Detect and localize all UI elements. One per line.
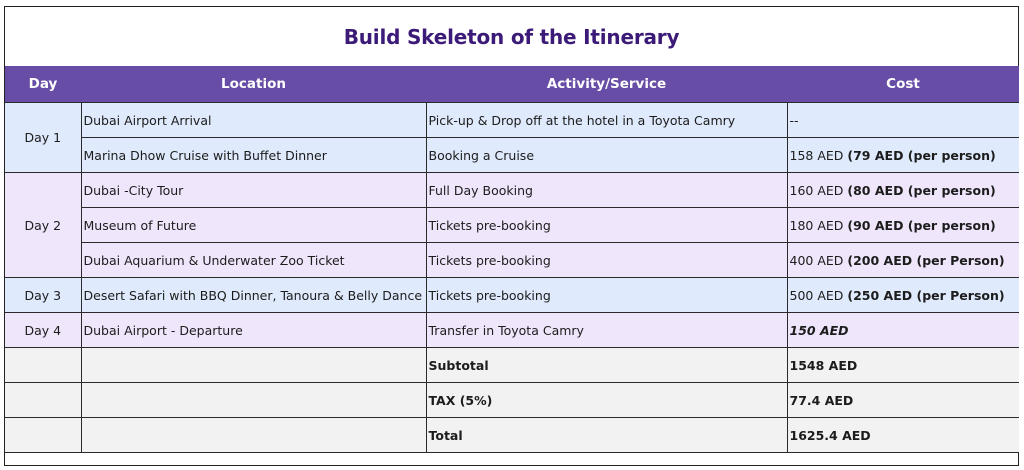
cost-cell[interactable] bbox=[787, 278, 1019, 313]
cost-cell[interactable]: 150 AED bbox=[787, 313, 1019, 348]
cost-total: 180 AED bbox=[789, 217, 848, 233]
summary-row-total bbox=[5, 418, 1019, 453]
cost-cell[interactable] bbox=[787, 243, 1019, 278]
table-row bbox=[5, 103, 1019, 138]
empty-cell[interactable] bbox=[5, 418, 81, 453]
table-row bbox=[5, 313, 1019, 348]
activity-cell[interactable]: Tickets pre-booking bbox=[426, 243, 787, 278]
day-cell[interactable]: Day 2 bbox=[5, 173, 81, 278]
empty-cell[interactable] bbox=[5, 383, 81, 418]
activity-cell[interactable]: Tickets pre-booking bbox=[426, 208, 787, 243]
summary-value[interactable]: 1548 AED bbox=[787, 348, 1019, 383]
summary-label[interactable]: TAX (5%) bbox=[426, 383, 787, 418]
empty-cell[interactable] bbox=[81, 383, 426, 418]
column-header-activity: Activity/Service bbox=[426, 66, 787, 103]
table-row bbox=[5, 138, 1019, 173]
itinerary-sheet bbox=[4, 6, 1019, 466]
summary-row-subtotal bbox=[5, 348, 1019, 383]
summary-label[interactable]: Total bbox=[426, 418, 787, 453]
activity-cell[interactable]: Pick-up & Drop off at the hotel in a Toyota Camry bbox=[426, 103, 787, 138]
cost-per-person: (200 AED (per Person) bbox=[847, 252, 1005, 268]
column-header-day: Day bbox=[5, 66, 81, 103]
location-cell[interactable]: Dubai Airport - Departure bbox=[81, 313, 426, 348]
cost-per-person: (79 AED (per person) bbox=[847, 147, 996, 163]
cost-per-person: (250 AED (per Person) bbox=[847, 287, 1005, 303]
cost-cell[interactable] bbox=[787, 173, 1019, 208]
table-header-row bbox=[5, 66, 1019, 103]
activity-cell[interactable]: Full Day Booking bbox=[426, 173, 787, 208]
cost-total: 158 AED bbox=[789, 147, 848, 163]
page-title: Build Skeleton of the Itinerary bbox=[343, 24, 680, 49]
location-cell[interactable]: Museum of Future bbox=[81, 208, 426, 243]
table-row bbox=[5, 173, 1019, 208]
summary-row-tax bbox=[5, 383, 1019, 418]
table-row bbox=[5, 243, 1019, 278]
column-header-location: Location bbox=[81, 66, 426, 103]
itinerary-table bbox=[5, 66, 1019, 453]
cost-per-person: (80 AED (per person) bbox=[847, 182, 996, 198]
cost-cell[interactable] bbox=[787, 138, 1019, 173]
cost-per-person: (90 AED (per person) bbox=[847, 217, 996, 233]
column-header-cost: Cost bbox=[787, 66, 1019, 103]
cost-total: 500 AED bbox=[789, 287, 848, 303]
table-row bbox=[5, 278, 1019, 313]
location-cell[interactable]: Dubai -City Tour bbox=[81, 173, 426, 208]
cost-total: 400 AED bbox=[789, 252, 848, 268]
empty-cell[interactable] bbox=[81, 418, 426, 453]
cost-cell[interactable]: -- bbox=[787, 103, 1019, 138]
summary-value[interactable]: 1625.4 AED bbox=[787, 418, 1019, 453]
empty-cell[interactable] bbox=[81, 348, 426, 383]
location-cell[interactable]: Marina Dhow Cruise with Buffet Dinner bbox=[81, 138, 426, 173]
cost-total: 160 AED bbox=[789, 182, 848, 198]
summary-label[interactable]: Subtotal bbox=[426, 348, 787, 383]
summary-value[interactable]: 77.4 AED bbox=[787, 383, 1019, 418]
location-cell[interactable]: Desert Safari with BBQ Dinner, Tanoura & Belly Dance bbox=[81, 278, 426, 313]
activity-cell[interactable]: Booking a Cruise bbox=[426, 138, 787, 173]
location-cell[interactable]: Dubai Airport Arrival bbox=[81, 103, 426, 138]
activity-cell[interactable]: Transfer in Toyota Camry bbox=[426, 313, 787, 348]
day-cell[interactable]: Day 4 bbox=[5, 313, 81, 348]
cost-cell[interactable] bbox=[787, 208, 1019, 243]
activity-cell[interactable]: Tickets pre-booking bbox=[426, 278, 787, 313]
empty-cell[interactable] bbox=[5, 348, 81, 383]
location-cell[interactable]: Dubai Aquarium & Underwater Zoo Ticket bbox=[81, 243, 426, 278]
day-cell[interactable]: Day 1 bbox=[5, 103, 81, 173]
day-cell[interactable]: Day 3 bbox=[5, 278, 81, 313]
table-row bbox=[5, 208, 1019, 243]
